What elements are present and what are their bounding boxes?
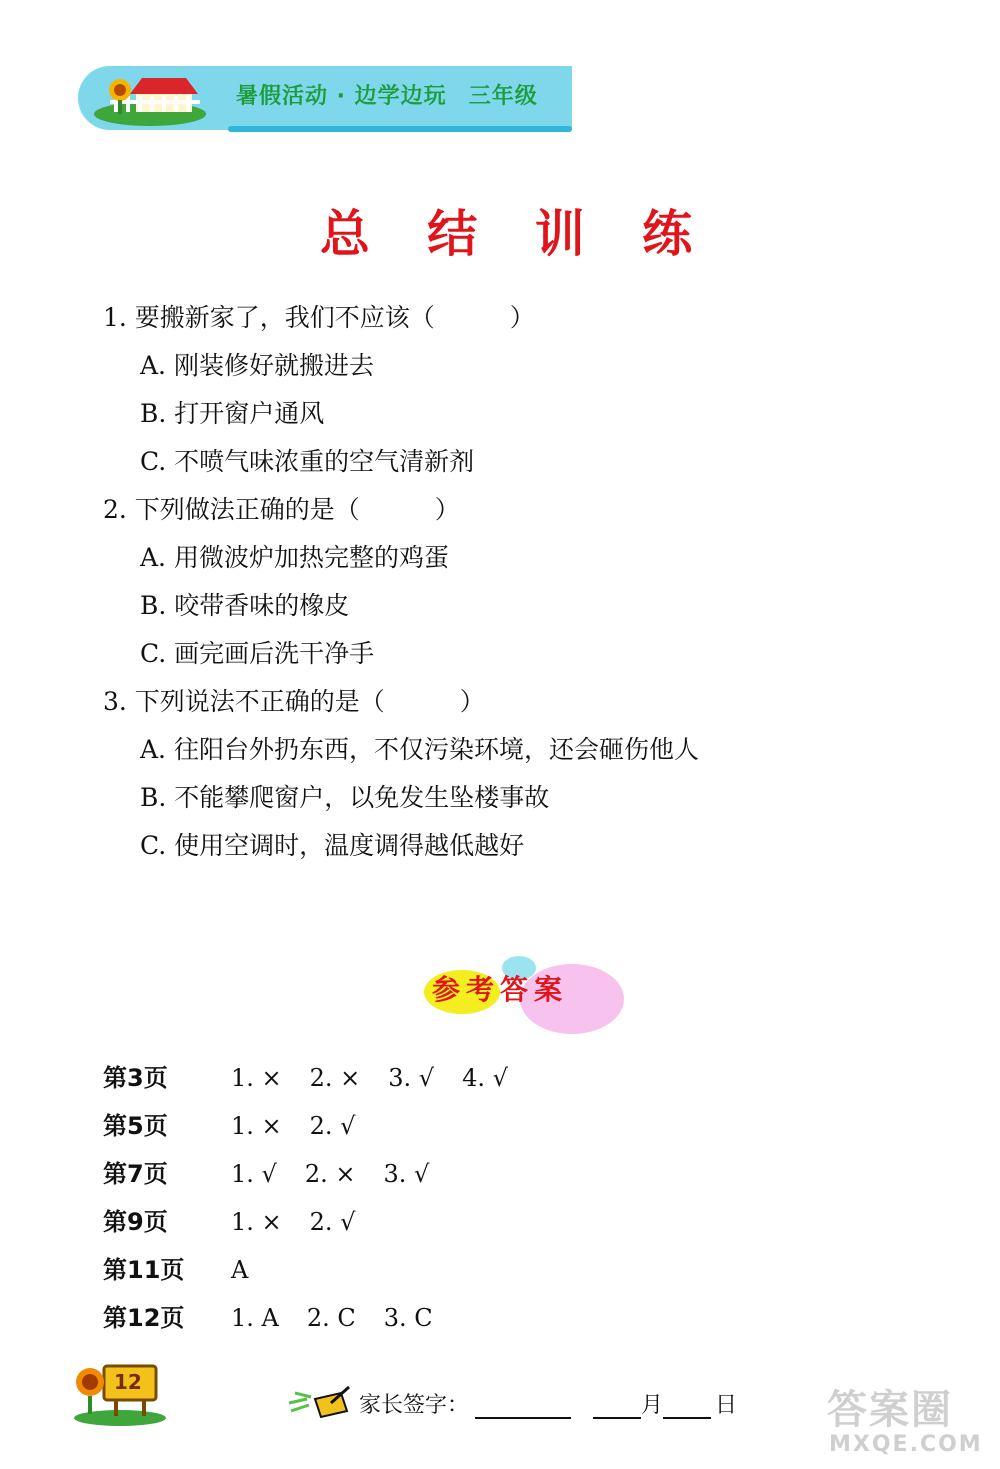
question-option: B. 打开窗户通风 [140,399,325,428]
question-stem: 2. 下列做法正确的是（ ） [103,495,460,524]
question-option: B. 咬带香味的橡皮 [140,591,350,620]
page-title: 总 结 训 练 [319,205,713,263]
month-blank [593,1395,641,1419]
answer-item: 2. C [306,1304,356,1332]
answer-row [103,1102,536,1150]
answer-item: 3. √ [388,1064,435,1092]
question-option: C. 不喷气味浓重的空气清新剂 [140,447,475,476]
answer-item: 1. × [231,1208,282,1236]
question-option: C. 使用空调时，温度调得越低越好 [140,831,525,860]
watermark-line2: MXQE.COM [829,1432,983,1457]
question-option: A. 往阳台外扔东西，不仅污染环境，还会砸伤他人 [140,735,699,764]
answer-section-title [420,952,620,1036]
answer-item: 1. A [231,1304,279,1332]
answer-items [231,1198,383,1246]
question-option: C. 画完画后洗干净手 [140,639,375,668]
question-option: A. 用微波炉加热完整的鸡蛋 [140,543,449,572]
house-flower-icon [90,70,210,126]
quill-book-icon [287,1385,353,1419]
answer-page: 第5页 [103,1112,168,1140]
answer-row [103,1198,536,1246]
answer-item: 2. √ [309,1208,356,1236]
watermark [825,1378,995,1464]
answer-item: 2. √ [309,1112,356,1140]
answer-row [103,1054,536,1102]
answer-items [231,1102,383,1150]
answer-page: 第9页 [103,1208,168,1236]
answer-item: 3. √ [383,1160,430,1188]
answer-page: 第7页 [103,1160,168,1188]
answer-row [103,1150,536,1198]
answer-row [103,1246,536,1294]
answer-items [231,1054,536,1102]
watermark-line1: 答案圈 [827,1387,953,1433]
question-option: B. 不能攀爬窗户，以免发生坠楼事故 [140,783,550,812]
answer-item: A [231,1256,249,1284]
sign-blank [475,1395,571,1419]
month-label: 月 [641,1393,664,1418]
parent-signature [287,1385,737,1419]
answer-item: 1. × [231,1112,282,1140]
header-title [236,79,538,110]
sign-label: 家长签字： [359,1393,470,1418]
answer-item: 4. √ [462,1064,508,1092]
answer-page: 第12页 [103,1304,185,1332]
day-label: 日 [715,1393,738,1418]
answer-item: 3. C [383,1304,433,1332]
answer-row [103,1294,536,1342]
answer-title-text: 参考答案 [432,973,569,1006]
answer-items [231,1150,457,1198]
answer-item: 1. × [231,1064,282,1092]
question-option: A. 刚装修好就搬进去 [140,351,374,380]
answer-list [103,1054,536,1342]
answer-items [231,1294,461,1342]
question-stem: 1. 要搬新家了，我们不应该（ ） [103,303,535,332]
question-list [103,294,903,870]
answer-item: 1. √ [231,1160,277,1188]
answer-item: 2. × [304,1160,356,1188]
page-number: 12 [114,1370,142,1394]
answer-item: 2. × [309,1064,361,1092]
answer-items [231,1246,276,1294]
day-blank [663,1395,711,1419]
answer-page: 第11页 [103,1256,185,1284]
header-grade: 三年级 [468,84,538,109]
question-stem: 3. 下列说法不正确的是（ ） [103,687,485,716]
header-series: 暑假活动 · 边学边玩 [236,84,447,109]
answer-page: 第3页 [103,1064,168,1092]
